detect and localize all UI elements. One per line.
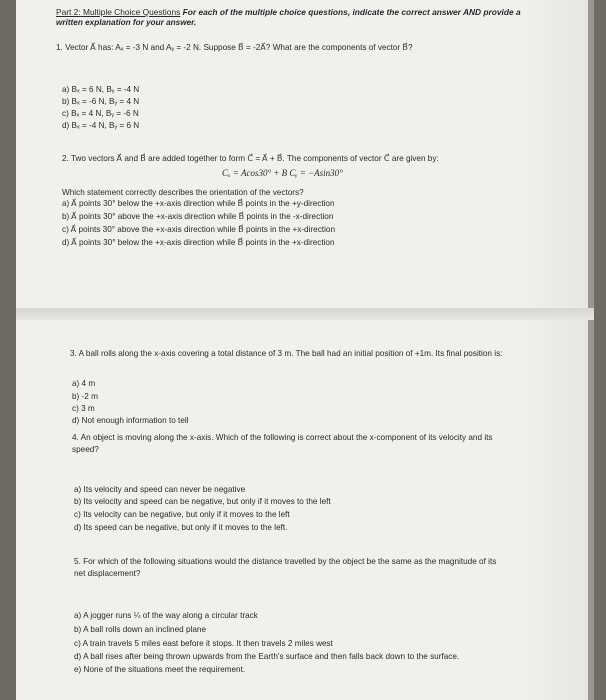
q1-option-b: b) Bₓ = -6 N, Bᵧ = 4 N xyxy=(62,97,140,106)
instruction-text-2: written explanation for your answer. xyxy=(56,18,197,27)
q4-option-d: d) Its speed can be negative, but only if it moves to the left. xyxy=(74,523,288,532)
q5-option-e: e) None of the situations meet the requirement. xyxy=(74,665,246,674)
q4-option-a: a) Its velocity and speed can never be negative xyxy=(74,485,246,494)
page-divider xyxy=(16,308,594,320)
q4-option-c: c) Its velocity can be negative, but only if it moves to the left xyxy=(74,510,290,519)
q5-option-a: a) A jogger runs ¼ of the way along a circular track xyxy=(74,611,258,620)
page-shadow xyxy=(524,0,594,700)
q4-stem: 4. An object is moving along the x-axis. Which of the following is correct about the x-component of its velocity and its xyxy=(72,433,493,442)
q5-option-d: d) A ball rises after being thrown upwards from the Earth's surface and then falls back down to the surface. xyxy=(74,652,460,661)
q1-option-a: a) Bₓ = 6 N, Bᵧ = -4 N xyxy=(62,85,140,94)
q2-prompt: Which statement correctly describes the orientation of the vectors? xyxy=(62,188,304,197)
q2-formula: Cₓ = Acos30° + B Cᵧ = −Asin30° xyxy=(222,168,343,178)
q4-stem-2: speed? xyxy=(72,445,99,454)
instruction-text: For each of the multiple choice questions, indicate the correct answer AND provide a xyxy=(182,7,521,17)
q5-option-b: b) A ball rolls down an inclined plane xyxy=(74,625,206,634)
q2-stem: 2. Two vectors A⃗ and B⃗ are added together to form C⃗ = A⃗ + B⃗. The components of vector C⃗ are given by: xyxy=(62,154,439,163)
q5-stem: 5. For which of the following situations would the distance travelled by the object be the same as the magnitude of its xyxy=(74,557,497,566)
q3-option-c: c) 3 m xyxy=(72,404,95,413)
q3-stem: 3. A ball rolls along the x-axis covering a total distance of 3 m. The ball had an initial position of +1m. Its final position is: xyxy=(70,349,503,358)
q1-option-d: d) Bₓ = -4 N, Bᵧ = 6 N xyxy=(62,121,140,130)
q2-option-d: d) A⃗ points 30° below the +x-axis direction while B⃗ points in the +x-direction xyxy=(62,238,335,247)
q1-option-c: c) Bₓ = 4 N, Bᵧ = -6 N xyxy=(62,109,139,118)
q1-stem: 1. Vector A⃗ has: Aₓ = -3 N and Aᵧ = -2 N. Suppose B⃗ = -2A⃗? What are the components of vector B⃗? xyxy=(56,43,413,52)
worksheet-page xyxy=(16,0,594,700)
q4-option-b: b) Its velocity and speed can be negative, but only if it moves to the left xyxy=(74,497,331,506)
q5-option-c: c) A train travels 5 miles east before it stops. It then travels 2 miles west xyxy=(74,639,333,648)
part-title: Part 2: Multiple Choice Questions xyxy=(56,7,181,17)
section-header xyxy=(56,7,521,17)
q3-option-b: b) -2 m xyxy=(72,392,98,401)
q2-option-b: b) A⃗ points 30° above the +x-axis direction while B⃗ points in the -x-direction xyxy=(62,212,334,221)
q2-option-a: a) A⃗ points 30° below the +x-axis direction while B⃗ points in the +y-direction xyxy=(62,199,335,208)
page-edge xyxy=(588,0,594,700)
q3-option-a: a) 4 m xyxy=(72,379,96,388)
q5-stem-2: net displacement? xyxy=(74,569,141,578)
q3-option-d: d) Not enough information to tell xyxy=(72,416,189,425)
q2-option-c: c) A⃗ points 30° above the +x-axis direction while B⃗ points in the +x-direction xyxy=(62,225,335,234)
